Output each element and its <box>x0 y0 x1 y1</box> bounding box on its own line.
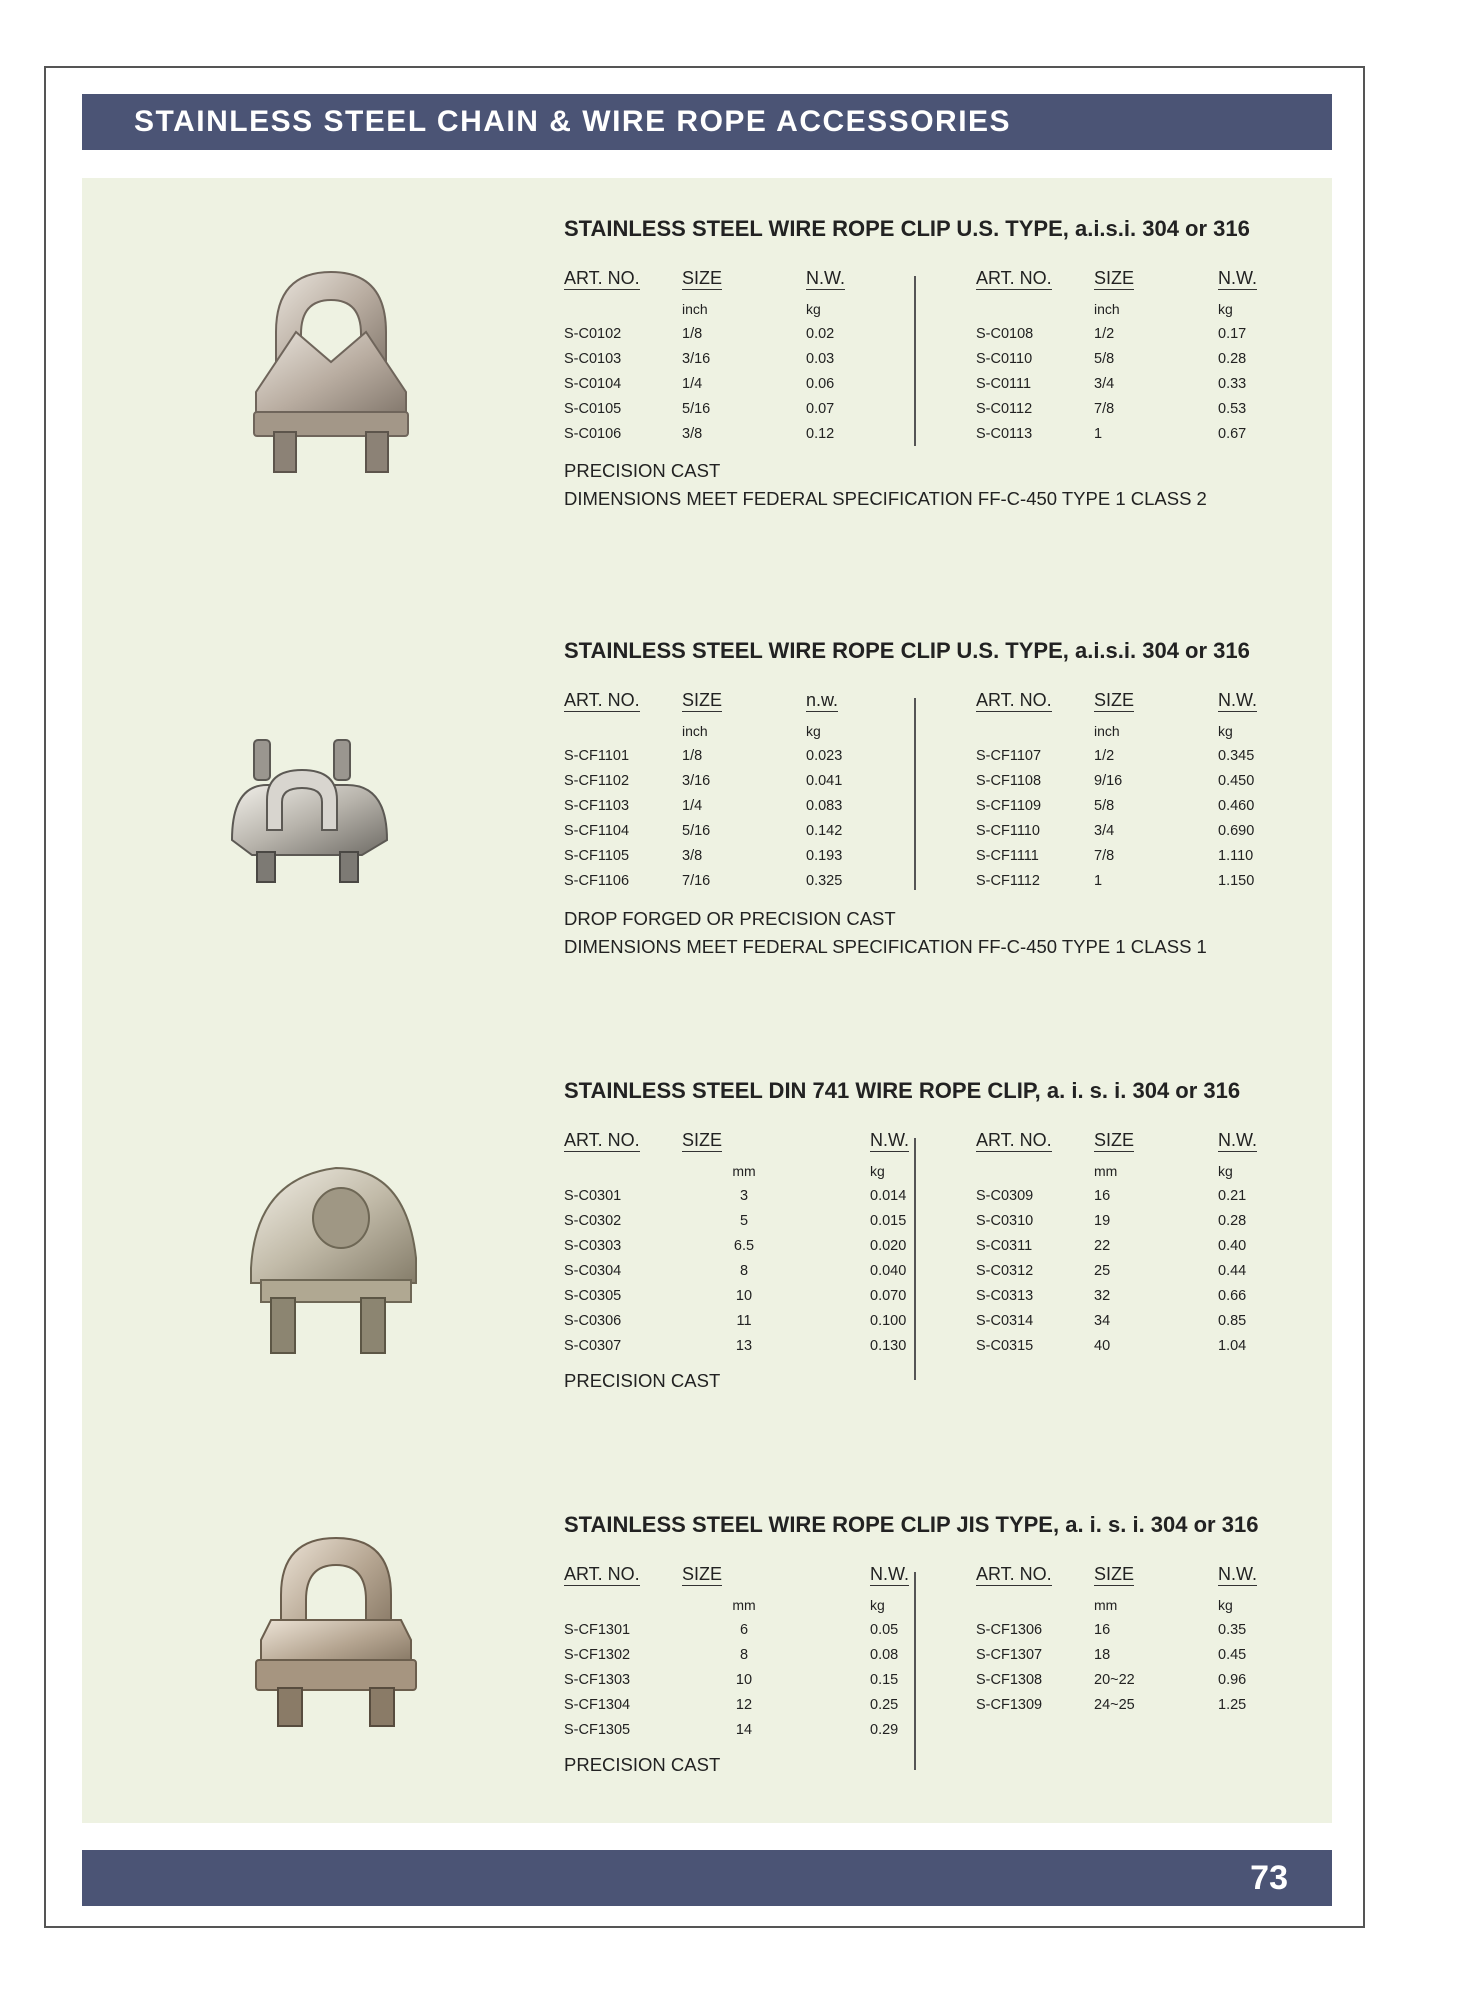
size: 10 <box>735 1671 753 1688</box>
table-row <box>976 743 1308 768</box>
art-no: S-CF1110 <box>976 822 1040 839</box>
din-741-clip-image <box>246 1158 421 1358</box>
unit-nw: kg <box>870 1596 885 1613</box>
size: 9/16 <box>1094 772 1123 789</box>
table-row <box>564 1283 960 1308</box>
net-weight: 0.083 <box>806 797 843 814</box>
table-row <box>976 1617 1308 1642</box>
spec-table-left <box>564 690 896 893</box>
size: 40 <box>1094 1337 1111 1354</box>
size: 13 <box>735 1337 753 1354</box>
net-weight: 0.040 <box>870 1262 907 1279</box>
col-header-art-no: ART. NO. <box>564 690 640 710</box>
col-header-size: SIZE <box>1094 1130 1135 1150</box>
spec-table-right <box>976 690 1308 893</box>
size: 3/8 <box>682 847 703 864</box>
net-weight: 0.023 <box>806 747 843 764</box>
art-no: S-C0104 <box>564 375 622 392</box>
size: 24~25 <box>1094 1696 1135 1713</box>
column-divider <box>914 1138 916 1380</box>
unit-size: mm <box>732 1596 756 1613</box>
art-no: S-CF1105 <box>564 847 630 864</box>
art-no: S-CF1101 <box>564 747 630 764</box>
art-no: S-C0110 <box>976 350 1033 367</box>
col-header-nw: N.W. <box>1218 1564 1257 1584</box>
art-no: S-CF1112 <box>976 872 1040 889</box>
note-line: PRECISION CAST <box>564 1754 721 1775</box>
size: 3/8 <box>682 425 703 442</box>
table-row <box>976 396 1308 421</box>
net-weight: 0.05 <box>870 1621 899 1638</box>
table-row <box>976 1642 1308 1667</box>
art-no: S-C0314 <box>976 1312 1034 1329</box>
col-header-art-no: ART. NO. <box>976 268 1052 288</box>
art-no: S-CF1306 <box>976 1621 1043 1638</box>
section-jis-type <box>564 1512 1324 1775</box>
table-row <box>976 1258 1308 1283</box>
note-line: DIMENSIONS MEET FEDERAL SPECIFICATION FF-C-450 TYPE 1 CLASS 1 <box>564 936 1207 957</box>
art-no: S-CF1109 <box>976 797 1042 814</box>
art-no: S-C0111 <box>976 375 1032 392</box>
net-weight: 0.35 <box>1218 1621 1247 1638</box>
net-weight: 0.53 <box>1218 400 1247 417</box>
section-notes <box>564 908 1207 964</box>
size: 10 <box>735 1287 753 1304</box>
art-no: S-C0312 <box>976 1262 1034 1279</box>
net-weight: 0.08 <box>870 1646 899 1663</box>
header-bar <box>82 94 1332 150</box>
art-no: S-CF1111 <box>976 847 1039 864</box>
art-no: S-C0303 <box>564 1237 622 1254</box>
net-weight: 1.110 <box>1218 847 1254 864</box>
net-weight: 0.193 <box>806 847 843 864</box>
col-header-nw: N.W. <box>870 1130 909 1150</box>
net-weight: 0.12 <box>806 425 835 442</box>
col-header-size: SIZE <box>682 1564 723 1584</box>
table-row <box>976 793 1308 818</box>
spec-table-right <box>976 1564 1308 1717</box>
table-row <box>976 1183 1308 1208</box>
note-line: DROP FORGED OR PRECISION CAST <box>564 908 896 929</box>
table-row <box>976 843 1308 868</box>
art-no: S-CF1303 <box>564 1671 631 1688</box>
table-row <box>976 768 1308 793</box>
size: 3/4 <box>1094 375 1115 392</box>
net-weight: 0.070 <box>870 1287 907 1304</box>
art-no: S-C0108 <box>976 325 1034 342</box>
table-row <box>564 1183 960 1208</box>
table-row <box>564 1308 960 1333</box>
size: 7/16 <box>682 872 711 889</box>
table-row <box>564 1233 960 1258</box>
net-weight: 0.130 <box>870 1337 907 1354</box>
size: 1/8 <box>682 325 703 342</box>
net-weight: 0.21 <box>1218 1187 1247 1204</box>
net-weight: 0.15 <box>870 1671 899 1688</box>
col-header-nw: N.W. <box>806 268 845 288</box>
table-row <box>564 843 896 868</box>
spec-table-left <box>564 1130 960 1358</box>
spec-tables <box>564 690 1324 890</box>
net-weight: 0.020 <box>870 1237 907 1254</box>
size: 1/8 <box>682 747 703 764</box>
table-row <box>564 1667 960 1692</box>
art-no: S-C0310 <box>976 1212 1034 1229</box>
spec-tables <box>564 268 1324 468</box>
unit-nw: kg <box>806 300 821 317</box>
art-no: S-C0307 <box>564 1337 622 1354</box>
net-weight: 0.345 <box>1218 747 1255 764</box>
section-title: STAINLESS STEEL WIRE ROPE CLIP U.S. TYPE, a.i.s.i. 304 or 316 <box>564 638 1250 663</box>
spec-table-right <box>976 268 1308 446</box>
size: 19 <box>1094 1212 1111 1229</box>
art-no: S-C0113 <box>976 425 1033 442</box>
col-header-art-no: ART. NO. <box>976 1130 1052 1150</box>
size: 22 <box>1094 1237 1111 1254</box>
art-no: S-C0313 <box>976 1287 1034 1304</box>
table-row <box>564 743 896 768</box>
table-row <box>976 1667 1308 1692</box>
unit-size: mm <box>732 1162 756 1179</box>
size: 5/8 <box>1094 797 1115 814</box>
art-no: S-C0315 <box>976 1337 1034 1354</box>
size: 32 <box>1094 1287 1111 1304</box>
unit-size: inch <box>1094 300 1120 317</box>
size: 1/2 <box>1094 747 1115 764</box>
size: 1 <box>1094 872 1103 889</box>
unit-size: mm <box>1094 1596 1118 1613</box>
unit-nw: kg <box>1218 722 1233 739</box>
net-weight: 0.96 <box>1218 1671 1247 1688</box>
unit-size: inch <box>1094 722 1120 739</box>
section-notes <box>564 460 1207 516</box>
spec-tables <box>564 1564 1324 1764</box>
unit-nw: kg <box>1218 300 1233 317</box>
art-no: S-CF1106 <box>564 872 630 889</box>
size: 3/16 <box>682 350 711 367</box>
size: 1/4 <box>682 375 703 392</box>
table-row <box>976 1208 1308 1233</box>
jis-type-clip-image <box>246 1530 426 1730</box>
art-no: S-C0301 <box>564 1187 622 1204</box>
size: 20~22 <box>1094 1671 1135 1688</box>
column-divider <box>914 276 916 446</box>
net-weight: 0.66 <box>1218 1287 1247 1304</box>
net-weight: 0.28 <box>1218 350 1247 367</box>
net-weight: 0.40 <box>1218 1237 1247 1254</box>
size: 16 <box>1094 1621 1111 1638</box>
table-row <box>976 1333 1308 1358</box>
size: 5/16 <box>682 822 711 839</box>
table-row <box>564 1642 960 1667</box>
table-row <box>564 1208 960 1233</box>
art-no: S-CF1104 <box>564 822 630 839</box>
column-divider <box>914 1572 916 1770</box>
art-no: S-CF1107 <box>976 747 1042 764</box>
size: 8 <box>739 1646 749 1663</box>
net-weight: 0.041 <box>806 772 843 789</box>
art-no: S-C0105 <box>564 400 622 417</box>
size: 7/8 <box>1094 400 1115 417</box>
size: 34 <box>1094 1312 1111 1329</box>
section-title: STAINLESS STEEL WIRE ROPE CLIP JIS TYPE, a. i. s. i. 304 or 316 <box>564 1512 1259 1537</box>
art-no: S-C0306 <box>564 1312 622 1329</box>
us-type-clip-image <box>236 262 426 477</box>
art-no: S-C0309 <box>976 1187 1034 1204</box>
table-row <box>564 321 896 346</box>
net-weight: 0.67 <box>1218 425 1247 442</box>
size: 25 <box>1094 1262 1111 1279</box>
table-row <box>976 346 1308 371</box>
footer-bar <box>82 1850 1332 1906</box>
art-no: S-C0302 <box>564 1212 622 1229</box>
col-header-art-no: ART. NO. <box>564 1564 640 1584</box>
size: 3/16 <box>682 772 711 789</box>
table-row <box>976 868 1308 893</box>
size: 6.5 <box>733 1237 755 1254</box>
col-header-size: SIZE <box>682 690 723 710</box>
col-header-size: SIZE <box>1094 690 1135 710</box>
spec-tables <box>564 1130 1324 1354</box>
table-row <box>564 1617 960 1642</box>
col-header-nw: n.w. <box>806 690 839 710</box>
net-weight: 0.100 <box>870 1312 907 1329</box>
col-header-nw: N.W. <box>1218 1130 1257 1150</box>
section-notes <box>564 1754 720 1782</box>
net-weight: 0.07 <box>806 400 835 417</box>
table-row <box>564 1333 960 1358</box>
unit-nw: kg <box>870 1162 885 1179</box>
size: 6 <box>739 1621 749 1638</box>
net-weight: 0.03 <box>806 350 835 367</box>
section-notes <box>564 1370 720 1398</box>
spec-table-right <box>976 1130 1308 1358</box>
table-row <box>564 371 896 396</box>
net-weight: 0.06 <box>806 375 835 392</box>
net-weight: 0.44 <box>1218 1262 1247 1279</box>
net-weight: 0.460 <box>1218 797 1255 814</box>
table-row <box>976 1692 1308 1717</box>
column-divider <box>914 698 916 890</box>
size: 12 <box>735 1696 753 1713</box>
spec-table-left <box>564 268 896 446</box>
unit-size: mm <box>1094 1162 1118 1179</box>
net-weight: 0.45 <box>1218 1646 1247 1663</box>
net-weight: 1.04 <box>1218 1337 1247 1354</box>
section-title: STAINLESS STEEL DIN 741 WIRE ROPE CLIP, a. i. s. i. 304 or 316 <box>564 1078 1241 1103</box>
table-row <box>976 1233 1308 1258</box>
unit-size: inch <box>682 722 708 739</box>
unit-nw: kg <box>1218 1596 1233 1613</box>
col-header-size: SIZE <box>682 268 723 288</box>
col-header-art-no: ART. NO. <box>564 268 640 288</box>
note-line: DIMENSIONS MEET FEDERAL SPECIFICATION FF-C-450 TYPE 1 CLASS 2 <box>564 488 1207 509</box>
table-row <box>976 321 1308 346</box>
table-row <box>564 768 896 793</box>
table-row <box>564 346 896 371</box>
size: 8 <box>739 1262 749 1279</box>
art-no: S-C0102 <box>564 325 622 342</box>
net-weight: 0.015 <box>870 1212 907 1229</box>
table-row <box>564 421 896 446</box>
table-row <box>564 1258 960 1283</box>
size: 16 <box>1094 1187 1111 1204</box>
net-weight: 0.325 <box>806 872 843 889</box>
art-no: S-CF1305 <box>564 1721 631 1738</box>
art-no: S-C0311 <box>976 1237 1033 1254</box>
spec-table-left <box>564 1564 960 1742</box>
art-no: S-CF1307 <box>976 1646 1043 1663</box>
art-no: S-CF1302 <box>564 1646 631 1663</box>
art-no: S-C0305 <box>564 1287 622 1304</box>
table-row <box>976 818 1308 843</box>
col-header-nw: N.W. <box>1218 690 1257 710</box>
size: 5 <box>739 1212 749 1229</box>
size: 3/4 <box>1094 822 1115 839</box>
table-row <box>564 1717 960 1742</box>
col-header-size: SIZE <box>1094 1564 1135 1584</box>
col-header-size: SIZE <box>682 1130 723 1150</box>
col-header-art-no: ART. NO. <box>976 1564 1052 1584</box>
note-line: PRECISION CAST <box>564 1370 721 1391</box>
unit-size: inch <box>682 300 708 317</box>
art-no: S-CF1308 <box>976 1671 1043 1688</box>
net-weight: 0.690 <box>1218 822 1255 839</box>
note-line: PRECISION CAST <box>564 460 721 481</box>
net-weight: 0.17 <box>1218 325 1247 342</box>
net-weight: 0.142 <box>806 822 843 839</box>
col-header-size: SIZE <box>1094 268 1135 288</box>
net-weight: 1.150 <box>1218 872 1255 889</box>
art-no: S-CF1103 <box>564 797 630 814</box>
col-header-nw: N.W. <box>870 1564 909 1584</box>
net-weight: 1.25 <box>1218 1696 1247 1713</box>
art-no: S-CF1304 <box>564 1696 631 1713</box>
art-no: S-CF1108 <box>976 772 1042 789</box>
section-title: STAINLESS STEEL WIRE ROPE CLIP U.S. TYPE, a.i.s.i. 304 or 316 <box>564 216 1250 241</box>
art-no: S-CF1102 <box>564 772 630 789</box>
size: 5/16 <box>682 400 711 417</box>
size: 1 <box>1094 425 1103 442</box>
table-row <box>564 868 896 893</box>
size: 1/2 <box>1094 325 1115 342</box>
table-row <box>564 818 896 843</box>
art-no: S-CF1301 <box>564 1621 631 1638</box>
net-weight: 0.29 <box>870 1721 899 1738</box>
net-weight: 0.25 <box>870 1696 899 1713</box>
art-no: S-CF1309 <box>976 1696 1043 1713</box>
net-weight: 0.28 <box>1218 1212 1247 1229</box>
forged-us-type-clip-image <box>222 730 402 890</box>
art-no: S-C0103 <box>564 350 622 367</box>
size: 1/4 <box>682 797 703 814</box>
table-row <box>564 396 896 421</box>
table-row <box>976 421 1308 446</box>
table-row <box>564 1692 960 1717</box>
size: 5/8 <box>1094 350 1115 367</box>
net-weight: 0.02 <box>806 325 835 342</box>
size: 14 <box>735 1721 753 1738</box>
unit-nw: kg <box>806 722 821 739</box>
art-no: S-C0112 <box>976 400 1033 417</box>
art-no: S-C0304 <box>564 1262 622 1279</box>
table-row <box>564 793 896 818</box>
table-row <box>976 1283 1308 1308</box>
unit-nw: kg <box>1218 1162 1233 1179</box>
col-header-art-no: ART. NO. <box>564 1130 640 1150</box>
col-header-nw: N.W. <box>1218 268 1257 288</box>
size: 11 <box>736 1312 752 1329</box>
page-title: STAINLESS STEEL CHAIN & WIRE ROPE ACCESSORIES <box>134 105 1012 138</box>
art-no: S-C0106 <box>564 425 622 442</box>
size: 18 <box>1094 1646 1111 1663</box>
section-din-741 <box>564 1078 1324 1391</box>
col-header-art-no: ART. NO. <box>976 690 1052 710</box>
size: 7/8 <box>1094 847 1115 864</box>
section-us-type-forged <box>564 638 1324 957</box>
net-weight: 0.85 <box>1218 1312 1247 1329</box>
net-weight: 0.450 <box>1218 772 1255 789</box>
table-row <box>976 371 1308 396</box>
section-us-type-cast <box>564 216 1324 509</box>
table-row <box>976 1308 1308 1333</box>
size: 3 <box>739 1187 749 1204</box>
page-number: 73 <box>1250 1859 1288 1897</box>
net-weight: 0.014 <box>870 1187 907 1204</box>
net-weight: 0.33 <box>1218 375 1247 392</box>
